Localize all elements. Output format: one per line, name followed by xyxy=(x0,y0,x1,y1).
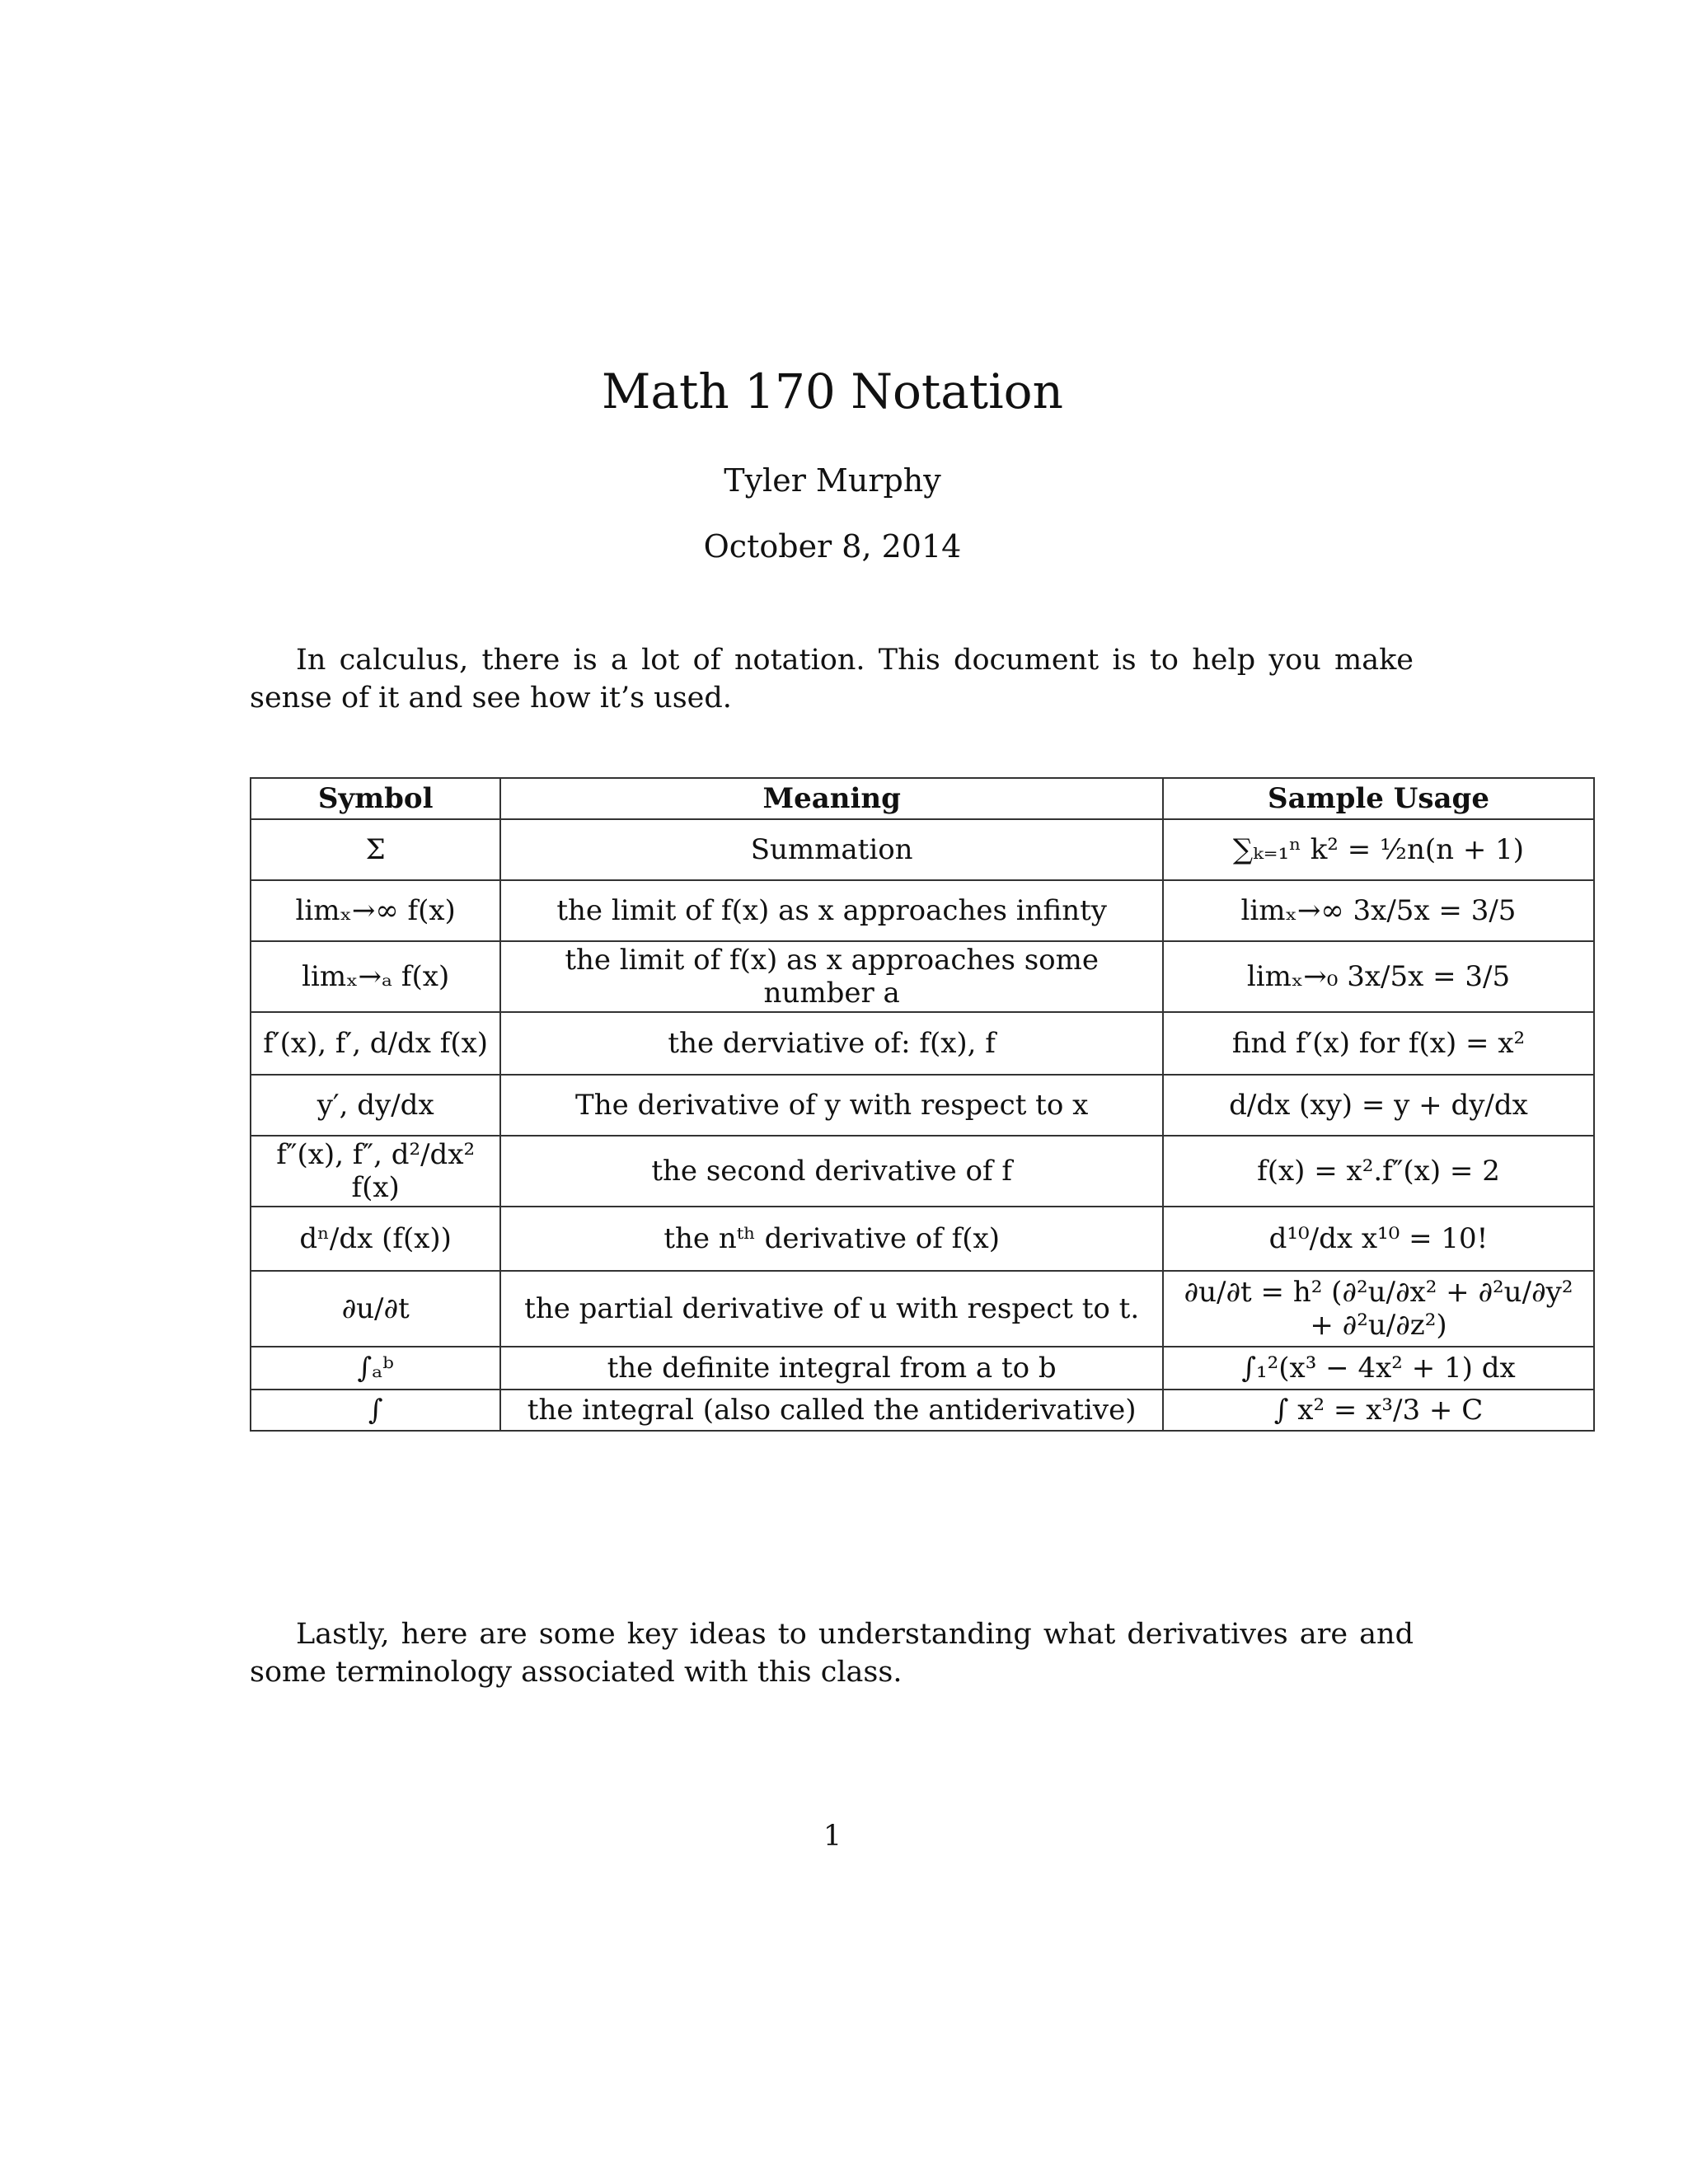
meaning-cell: the nᵗʰ derivative of f(x) xyxy=(500,1207,1163,1271)
meaning-cell: the limit of f(x) as x approaches infinty xyxy=(500,880,1163,941)
usage-cell: limₓ→∞ 3x/5x = 3/5 xyxy=(1163,880,1594,941)
closing-paragraph: Lastly, here are some key ideas to understanding what derivatives are and some terminology associated with this class. xyxy=(250,1618,1414,1689)
table-row xyxy=(251,1271,1594,1347)
header-meaning: Meaning xyxy=(500,778,1163,819)
meaning-cell: Summation xyxy=(500,819,1163,880)
meaning-cell: the definite integral from a to b xyxy=(500,1347,1163,1390)
table-row xyxy=(251,1012,1594,1075)
usage-cell: ∑ₖ₌₁ⁿ k² = ½n(n + 1) xyxy=(1163,819,1594,880)
symbol-cell: ∂u/∂t xyxy=(251,1271,500,1347)
meaning-cell: the partial derivative of u with respect to t. xyxy=(500,1271,1163,1347)
intro-paragraph: In calculus, there is a lot of notation. This document is to help you make sense of it and see how it’s used. xyxy=(250,644,1414,715)
table-row xyxy=(251,880,1594,941)
table-row xyxy=(251,941,1594,1012)
symbol-cell: f′(x), f′, d/dx f(x) xyxy=(251,1012,500,1075)
symbol-cell: ∫ₐᵇ xyxy=(251,1347,500,1390)
usage-cell: ∫₁²(x³ − 4x² + 1) dx xyxy=(1163,1347,1594,1390)
table-row xyxy=(251,1136,1594,1207)
page-number: 1 xyxy=(823,1820,842,1853)
header-symbol: Symbol xyxy=(251,778,500,819)
meaning-cell: the integral (also called the antiderivative) xyxy=(500,1390,1163,1431)
table-row xyxy=(251,1347,1594,1390)
usage-cell: d/dx (xy) = y + dy/dx xyxy=(1163,1075,1594,1136)
symbol-cell: Σ xyxy=(251,819,500,880)
symbol-cell: y′, dy/dx xyxy=(251,1075,500,1136)
usage-cell: ∫ x² = x³/3 + C xyxy=(1163,1390,1594,1431)
symbol-cell: f″(x), f″, d²/dx² f(x) xyxy=(251,1136,500,1207)
meaning-cell: The derivative of y with respect to x xyxy=(500,1075,1163,1136)
notation-table xyxy=(250,777,1595,1432)
meaning-cell: the derviative of: f(x), f xyxy=(500,1012,1163,1075)
usage-cell: ∂u/∂t = h² (∂²u/∂x² + ∂²u/∂y² + ∂²u/∂z²) xyxy=(1163,1271,1594,1347)
symbol-cell: limₓ→∞ f(x) xyxy=(251,880,500,941)
table-row xyxy=(251,1075,1594,1136)
document-date: October 8, 2014 xyxy=(703,528,962,565)
header-sample-usage: Sample Usage xyxy=(1163,778,1594,819)
symbol-cell: dⁿ/dx (f(x)) xyxy=(251,1207,500,1271)
table-header-row xyxy=(251,778,1594,819)
usage-cell: d¹⁰/dx x¹⁰ = 10! xyxy=(1163,1207,1594,1271)
usage-cell: f(x) = x².f″(x) = 2 xyxy=(1163,1136,1594,1207)
meaning-cell: the limit of f(x) as x approaches some number a xyxy=(500,941,1163,1012)
symbol-cell: ∫ xyxy=(251,1390,500,1431)
table-row xyxy=(251,819,1594,880)
table-row xyxy=(251,1390,1594,1431)
usage-cell: find f′(x) for f(x) = x² xyxy=(1163,1012,1594,1075)
symbol-cell: limₓ→ₐ f(x) xyxy=(251,941,500,1012)
usage-cell: limₓ→₀ 3x/5x = 3/5 xyxy=(1163,941,1594,1012)
document-title: Math 170 Notation xyxy=(602,363,1063,419)
meaning-cell: the second derivative of f xyxy=(500,1136,1163,1207)
document-author: Tyler Murphy xyxy=(724,462,941,499)
table-row xyxy=(251,1207,1594,1271)
